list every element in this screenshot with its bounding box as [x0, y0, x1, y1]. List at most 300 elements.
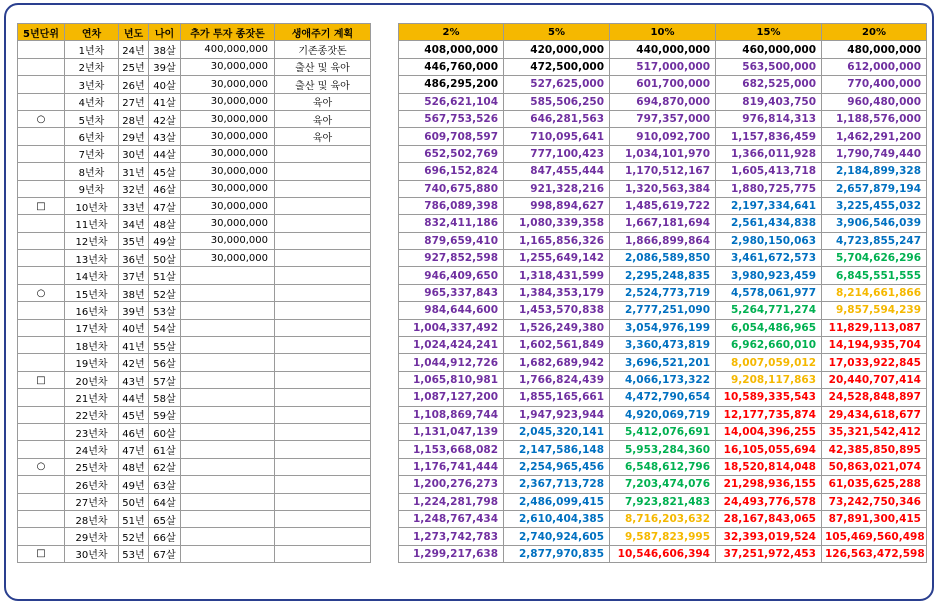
balance-cell-20pct[interactable]: 29,434,618,677 — [822, 406, 927, 423]
balance-cell-15pct[interactable]: 21,298,936,155 — [716, 476, 822, 493]
calendar-year-cell[interactable]: 36년 — [119, 250, 149, 267]
additional-investment-cell[interactable]: 30,000,000 — [181, 58, 275, 75]
balance-cell-10pct[interactable]: 910,092,700 — [610, 128, 716, 145]
life-plan-cell[interactable] — [275, 232, 371, 249]
year-count-cell[interactable]: 17년차 — [65, 319, 119, 336]
balance-cell-10pct[interactable]: 4,472,790,654 — [610, 389, 716, 406]
balance-cell-5pct[interactable]: 1,855,165,661 — [504, 389, 610, 406]
calendar-year-cell[interactable]: 53년 — [119, 545, 149, 562]
balance-cell-10pct[interactable]: 8,716,203,632 — [610, 510, 716, 527]
life-plan-cell[interactable]: 육아 — [275, 128, 371, 145]
balance-cell-2pct[interactable]: 1,176,741,444 — [399, 458, 504, 475]
balance-cell-2pct[interactable]: 832,411,186 — [399, 215, 504, 232]
header-calendar-year[interactable]: 년도 — [119, 24, 149, 41]
balance-cell-5pct[interactable]: 420,000,000 — [504, 41, 610, 58]
additional-investment-cell[interactable] — [181, 406, 275, 423]
balance-cell-2pct[interactable]: 408,000,000 — [399, 41, 504, 58]
additional-investment-cell[interactable]: 30,000,000 — [181, 76, 275, 93]
life-plan-cell[interactable] — [275, 215, 371, 232]
age-cell[interactable]: 38살 — [149, 41, 181, 58]
life-plan-cell[interactable] — [275, 302, 371, 319]
balance-cell-20pct[interactable]: 17,033,922,845 — [822, 354, 927, 371]
balance-cell-5pct[interactable]: 1,318,431,599 — [504, 267, 610, 284]
balance-cell-5pct[interactable]: 1,526,249,380 — [504, 319, 610, 336]
calendar-year-cell[interactable]: 25년 — [119, 58, 149, 75]
balance-cell-15pct[interactable]: 1,157,836,459 — [716, 128, 822, 145]
balance-cell-20pct[interactable]: 1,462,291,200 — [822, 128, 927, 145]
balance-cell-20pct[interactable]: 6,845,551,555 — [822, 267, 927, 284]
five-year-marker-cell[interactable]: ○ — [18, 110, 65, 127]
balance-cell-2pct[interactable]: 786,089,398 — [399, 197, 504, 214]
balance-cell-10pct[interactable]: 2,086,589,850 — [610, 250, 716, 267]
balance-cell-5pct[interactable]: 777,100,423 — [504, 145, 610, 162]
balance-cell-2pct[interactable]: 1,004,337,492 — [399, 319, 504, 336]
balance-cell-20pct[interactable]: 1,188,576,000 — [822, 110, 927, 127]
age-cell[interactable]: 67살 — [149, 545, 181, 562]
balance-cell-15pct[interactable]: 14,004,396,255 — [716, 423, 822, 440]
additional-investment-cell[interactable] — [181, 302, 275, 319]
age-cell[interactable]: 49살 — [149, 232, 181, 249]
balance-cell-5pct[interactable]: 1,453,570,838 — [504, 302, 610, 319]
balance-cell-15pct[interactable]: 682,525,000 — [716, 76, 822, 93]
additional-investment-cell[interactable]: 400,000,000 — [181, 41, 275, 58]
balance-cell-10pct[interactable]: 2,524,773,719 — [610, 284, 716, 301]
balance-cell-20pct[interactable]: 105,469,560,498 — [822, 528, 927, 545]
balance-cell-20pct[interactable]: 3,225,455,032 — [822, 197, 927, 214]
balance-cell-20pct[interactable]: 9,857,594,239 — [822, 302, 927, 319]
balance-cell-5pct[interactable]: 1,080,339,358 — [504, 215, 610, 232]
balance-cell-2pct[interactable]: 1,224,281,798 — [399, 493, 504, 510]
additional-investment-cell[interactable]: 30,000,000 — [181, 250, 275, 267]
balance-cell-2pct[interactable]: 1,087,127,200 — [399, 389, 504, 406]
calendar-year-cell[interactable]: 51년 — [119, 510, 149, 527]
balance-cell-20pct[interactable]: 770,400,000 — [822, 76, 927, 93]
year-count-cell[interactable]: 1년차 — [65, 41, 119, 58]
five-year-marker-cell[interactable] — [18, 145, 65, 162]
balance-cell-5pct[interactable]: 472,500,000 — [504, 58, 610, 75]
additional-investment-cell[interactable] — [181, 458, 275, 475]
balance-cell-2pct[interactable]: 652,502,769 — [399, 145, 504, 162]
calendar-year-cell[interactable]: 46년 — [119, 423, 149, 440]
additional-investment-cell[interactable] — [181, 528, 275, 545]
balance-cell-5pct[interactable]: 847,455,444 — [504, 163, 610, 180]
balance-cell-2pct[interactable]: 1,248,767,434 — [399, 510, 504, 527]
life-plan-cell[interactable] — [275, 180, 371, 197]
balance-cell-2pct[interactable]: 946,409,650 — [399, 267, 504, 284]
balance-cell-5pct[interactable]: 2,367,713,728 — [504, 476, 610, 493]
additional-investment-cell[interactable]: 30,000,000 — [181, 128, 275, 145]
balance-cell-5pct[interactable]: 1,602,561,849 — [504, 337, 610, 354]
balance-cell-5pct[interactable]: 2,610,404,385 — [504, 510, 610, 527]
five-year-marker-cell[interactable] — [18, 389, 65, 406]
balance-cell-20pct[interactable]: 3,906,546,039 — [822, 215, 927, 232]
balance-cell-5pct[interactable]: 585,506,250 — [504, 93, 610, 110]
additional-investment-cell[interactable] — [181, 319, 275, 336]
balance-cell-10pct[interactable]: 7,923,821,483 — [610, 493, 716, 510]
balance-cell-2pct[interactable]: 1,024,424,241 — [399, 337, 504, 354]
balance-cell-10pct[interactable]: 1,034,101,970 — [610, 145, 716, 162]
balance-cell-5pct[interactable]: 646,281,563 — [504, 110, 610, 127]
balance-cell-10pct[interactable]: 517,000,000 — [610, 58, 716, 75]
balance-cell-2pct[interactable]: 1,299,217,638 — [399, 545, 504, 562]
life-plan-cell[interactable]: 육아 — [275, 93, 371, 110]
calendar-year-cell[interactable]: 52년 — [119, 528, 149, 545]
year-count-cell[interactable]: 10년차 — [65, 197, 119, 214]
life-plan-cell[interactable] — [275, 423, 371, 440]
balance-cell-15pct[interactable]: 819,403,750 — [716, 93, 822, 110]
age-cell[interactable]: 48살 — [149, 215, 181, 232]
life-plan-cell[interactable] — [275, 441, 371, 458]
year-count-cell[interactable]: 25년차 — [65, 458, 119, 475]
calendar-year-cell[interactable]: 38년 — [119, 284, 149, 301]
age-cell[interactable]: 40살 — [149, 76, 181, 93]
balance-cell-5pct[interactable]: 1,255,649,142 — [504, 250, 610, 267]
balance-cell-2pct[interactable]: 1,200,276,273 — [399, 476, 504, 493]
age-cell[interactable]: 46살 — [149, 180, 181, 197]
age-cell[interactable]: 54살 — [149, 319, 181, 336]
five-year-marker-cell[interactable] — [18, 441, 65, 458]
age-cell[interactable]: 44살 — [149, 145, 181, 162]
year-count-cell[interactable]: 5년차 — [65, 110, 119, 127]
calendar-year-cell[interactable]: 26년 — [119, 76, 149, 93]
calendar-year-cell[interactable]: 35년 — [119, 232, 149, 249]
five-year-marker-cell[interactable] — [18, 423, 65, 440]
additional-investment-cell[interactable]: 30,000,000 — [181, 215, 275, 232]
header-rate-10pct[interactable]: 10% — [610, 24, 716, 41]
balance-cell-20pct[interactable]: 2,184,899,328 — [822, 163, 927, 180]
life-plan-cell[interactable] — [275, 354, 371, 371]
life-plan-cell[interactable] — [275, 528, 371, 545]
additional-investment-cell[interactable]: 30,000,000 — [181, 163, 275, 180]
calendar-year-cell[interactable]: 30년 — [119, 145, 149, 162]
balance-cell-10pct[interactable]: 3,696,521,201 — [610, 354, 716, 371]
year-count-cell[interactable]: 21년차 — [65, 389, 119, 406]
balance-cell-2pct[interactable]: 965,337,843 — [399, 284, 504, 301]
balance-cell-10pct[interactable]: 7,203,474,076 — [610, 476, 716, 493]
balance-cell-15pct[interactable]: 32,393,019,524 — [716, 528, 822, 545]
life-plan-cell[interactable]: 기존종잣돈 — [275, 41, 371, 58]
age-cell[interactable]: 66살 — [149, 528, 181, 545]
five-year-marker-cell[interactable] — [18, 58, 65, 75]
balance-cell-20pct[interactable]: 61,035,625,288 — [822, 476, 927, 493]
life-plan-cell[interactable] — [275, 163, 371, 180]
balance-cell-15pct[interactable]: 1,880,725,775 — [716, 180, 822, 197]
age-cell[interactable]: 43살 — [149, 128, 181, 145]
balance-cell-2pct[interactable]: 609,708,597 — [399, 128, 504, 145]
age-cell[interactable]: 61살 — [149, 441, 181, 458]
balance-cell-15pct[interactable]: 2,197,334,641 — [716, 197, 822, 214]
balance-cell-10pct[interactable]: 5,953,284,360 — [610, 441, 716, 458]
age-cell[interactable]: 57살 — [149, 371, 181, 388]
balance-cell-20pct[interactable]: 35,321,542,412 — [822, 423, 927, 440]
calendar-year-cell[interactable]: 37년 — [119, 267, 149, 284]
five-year-marker-cell[interactable] — [18, 215, 65, 232]
balance-cell-10pct[interactable]: 1,485,619,722 — [610, 197, 716, 214]
header-life-cycle-plan[interactable]: 생애주기 계획 — [275, 24, 371, 41]
balance-cell-2pct[interactable]: 740,675,880 — [399, 180, 504, 197]
additional-investment-cell[interactable]: 30,000,000 — [181, 232, 275, 249]
year-count-cell[interactable]: 3년차 — [65, 76, 119, 93]
year-count-cell[interactable]: 27년차 — [65, 493, 119, 510]
balance-cell-15pct[interactable]: 976,814,313 — [716, 110, 822, 127]
five-year-marker-cell[interactable]: ○ — [18, 284, 65, 301]
five-year-marker-cell[interactable] — [18, 406, 65, 423]
life-plan-cell[interactable] — [275, 510, 371, 527]
balance-cell-15pct[interactable]: 12,177,735,874 — [716, 406, 822, 423]
life-plan-cell[interactable]: 출산 및 육아 — [275, 76, 371, 93]
five-year-marker-cell[interactable]: □ — [18, 545, 65, 562]
balance-cell-5pct[interactable]: 710,095,641 — [504, 128, 610, 145]
five-year-marker-cell[interactable]: □ — [18, 197, 65, 214]
calendar-year-cell[interactable]: 42년 — [119, 354, 149, 371]
calendar-year-cell[interactable]: 45년 — [119, 406, 149, 423]
calendar-year-cell[interactable]: 49년 — [119, 476, 149, 493]
life-plan-cell[interactable] — [275, 371, 371, 388]
balance-cell-15pct[interactable]: 460,000,000 — [716, 41, 822, 58]
balance-cell-5pct[interactable]: 2,254,965,456 — [504, 458, 610, 475]
additional-investment-cell[interactable] — [181, 476, 275, 493]
balance-cell-5pct[interactable]: 1,165,856,326 — [504, 232, 610, 249]
five-year-marker-cell[interactable] — [18, 163, 65, 180]
header-year-count[interactable]: 연차 — [65, 24, 119, 41]
balance-cell-10pct[interactable]: 601,700,000 — [610, 76, 716, 93]
balance-cell-5pct[interactable]: 921,328,216 — [504, 180, 610, 197]
calendar-year-cell[interactable]: 32년 — [119, 180, 149, 197]
additional-investment-cell[interactable] — [181, 510, 275, 527]
balance-cell-5pct[interactable]: 1,682,689,942 — [504, 354, 610, 371]
balance-cell-5pct[interactable]: 527,625,000 — [504, 76, 610, 93]
additional-investment-cell[interactable] — [181, 337, 275, 354]
life-plan-cell[interactable] — [275, 389, 371, 406]
balance-cell-15pct[interactable]: 1,366,011,928 — [716, 145, 822, 162]
balance-cell-15pct[interactable]: 37,251,972,453 — [716, 545, 822, 562]
year-count-cell[interactable]: 28년차 — [65, 510, 119, 527]
balance-cell-10pct[interactable]: 6,548,612,796 — [610, 458, 716, 475]
balance-cell-20pct[interactable]: 960,480,000 — [822, 93, 927, 110]
additional-investment-cell[interactable] — [181, 423, 275, 440]
life-plan-cell[interactable] — [275, 145, 371, 162]
balance-cell-20pct[interactable]: 87,891,300,415 — [822, 510, 927, 527]
balance-cell-20pct[interactable]: 14,194,935,704 — [822, 337, 927, 354]
balance-cell-20pct[interactable]: 73,242,750,346 — [822, 493, 927, 510]
age-cell[interactable]: 55살 — [149, 337, 181, 354]
calendar-year-cell[interactable]: 29년 — [119, 128, 149, 145]
year-count-cell[interactable]: 24년차 — [65, 441, 119, 458]
age-cell[interactable]: 50살 — [149, 250, 181, 267]
five-year-marker-cell[interactable] — [18, 337, 65, 354]
calendar-year-cell[interactable]: 33년 — [119, 197, 149, 214]
five-year-marker-cell[interactable] — [18, 528, 65, 545]
additional-investment-cell[interactable] — [181, 441, 275, 458]
balance-cell-15pct[interactable]: 1,605,413,718 — [716, 163, 822, 180]
five-year-marker-cell[interactable] — [18, 493, 65, 510]
balance-cell-15pct[interactable]: 2,561,434,838 — [716, 215, 822, 232]
balance-cell-10pct[interactable]: 10,546,606,394 — [610, 545, 716, 562]
year-count-cell[interactable]: 23년차 — [65, 423, 119, 440]
balance-cell-5pct[interactable]: 2,045,320,141 — [504, 423, 610, 440]
age-cell[interactable]: 45살 — [149, 163, 181, 180]
age-cell[interactable]: 63살 — [149, 476, 181, 493]
calendar-year-cell[interactable]: 47년 — [119, 441, 149, 458]
balance-cell-2pct[interactable]: 1,153,668,082 — [399, 441, 504, 458]
age-cell[interactable]: 52살 — [149, 284, 181, 301]
balance-cell-2pct[interactable]: 927,852,598 — [399, 250, 504, 267]
balance-cell-15pct[interactable]: 2,980,150,063 — [716, 232, 822, 249]
life-plan-cell[interactable] — [275, 337, 371, 354]
header-age[interactable]: 나이 — [149, 24, 181, 41]
calendar-year-cell[interactable]: 40년 — [119, 319, 149, 336]
calendar-year-cell[interactable]: 48년 — [119, 458, 149, 475]
balance-cell-2pct[interactable]: 1,273,742,783 — [399, 528, 504, 545]
balance-cell-10pct[interactable]: 440,000,000 — [610, 41, 716, 58]
five-year-marker-cell[interactable] — [18, 128, 65, 145]
additional-investment-cell[interactable] — [181, 371, 275, 388]
balance-cell-10pct[interactable]: 9,587,823,995 — [610, 528, 716, 545]
calendar-year-cell[interactable]: 27년 — [119, 93, 149, 110]
balance-cell-20pct[interactable]: 4,723,855,247 — [822, 232, 927, 249]
balance-cell-15pct[interactable]: 4,578,061,977 — [716, 284, 822, 301]
balance-cell-15pct[interactable]: 8,007,059,012 — [716, 354, 822, 371]
year-count-cell[interactable]: 14년차 — [65, 267, 119, 284]
balance-cell-2pct[interactable]: 1,065,810,981 — [399, 371, 504, 388]
balance-cell-2pct[interactable]: 526,621,104 — [399, 93, 504, 110]
age-cell[interactable]: 59살 — [149, 406, 181, 423]
additional-investment-cell[interactable]: 30,000,000 — [181, 197, 275, 214]
balance-cell-20pct[interactable]: 42,385,850,895 — [822, 441, 927, 458]
year-count-cell[interactable]: 11년차 — [65, 215, 119, 232]
age-cell[interactable]: 58살 — [149, 389, 181, 406]
balance-cell-10pct[interactable]: 1,170,512,167 — [610, 163, 716, 180]
balance-cell-20pct[interactable]: 1,790,749,440 — [822, 145, 927, 162]
year-count-cell[interactable]: 13년차 — [65, 250, 119, 267]
header-rate-20pct[interactable]: 20% — [822, 24, 927, 41]
balance-cell-15pct[interactable]: 5,264,771,274 — [716, 302, 822, 319]
year-count-cell[interactable]: 19년차 — [65, 354, 119, 371]
balance-cell-2pct[interactable]: 696,152,824 — [399, 163, 504, 180]
header-rate-15pct[interactable]: 15% — [716, 24, 822, 41]
balance-cell-5pct[interactable]: 2,740,924,605 — [504, 528, 610, 545]
balance-cell-5pct[interactable]: 1,766,824,439 — [504, 371, 610, 388]
balance-cell-10pct[interactable]: 1,667,181,694 — [610, 215, 716, 232]
year-count-cell[interactable]: 4년차 — [65, 93, 119, 110]
additional-investment-cell[interactable] — [181, 267, 275, 284]
balance-cell-20pct[interactable]: 8,214,661,866 — [822, 284, 927, 301]
life-plan-cell[interactable] — [275, 493, 371, 510]
age-cell[interactable]: 56살 — [149, 354, 181, 371]
year-count-cell[interactable]: 20년차 — [65, 371, 119, 388]
balance-cell-5pct[interactable]: 1,384,353,179 — [504, 284, 610, 301]
balance-cell-2pct[interactable]: 984,644,600 — [399, 302, 504, 319]
year-count-cell[interactable]: 26년차 — [65, 476, 119, 493]
five-year-marker-cell[interactable] — [18, 354, 65, 371]
balance-cell-10pct[interactable]: 2,295,248,835 — [610, 267, 716, 284]
year-count-cell[interactable]: 22년차 — [65, 406, 119, 423]
balance-cell-15pct[interactable]: 563,500,000 — [716, 58, 822, 75]
life-plan-cell[interactable] — [275, 545, 371, 562]
balance-cell-5pct[interactable]: 2,147,586,148 — [504, 441, 610, 458]
balance-cell-10pct[interactable]: 2,777,251,090 — [610, 302, 716, 319]
balance-cell-15pct[interactable]: 24,493,776,578 — [716, 493, 822, 510]
balance-cell-15pct[interactable]: 9,208,117,863 — [716, 371, 822, 388]
year-count-cell[interactable]: 18년차 — [65, 337, 119, 354]
year-count-cell[interactable]: 15년차 — [65, 284, 119, 301]
balance-cell-10pct[interactable]: 797,357,000 — [610, 110, 716, 127]
balance-cell-2pct[interactable]: 486,295,200 — [399, 76, 504, 93]
five-year-marker-cell[interactable]: □ — [18, 371, 65, 388]
balance-cell-15pct[interactable]: 18,520,814,048 — [716, 458, 822, 475]
life-plan-cell[interactable] — [275, 476, 371, 493]
additional-investment-cell[interactable] — [181, 493, 275, 510]
balance-cell-10pct[interactable]: 1,320,563,384 — [610, 180, 716, 197]
five-year-marker-cell[interactable]: ○ — [18, 458, 65, 475]
life-plan-cell[interactable] — [275, 319, 371, 336]
life-plan-cell[interactable] — [275, 284, 371, 301]
balance-cell-20pct[interactable]: 24,528,848,897 — [822, 389, 927, 406]
balance-cell-2pct[interactable]: 446,760,000 — [399, 58, 504, 75]
balance-cell-10pct[interactable]: 3,054,976,199 — [610, 319, 716, 336]
age-cell[interactable]: 41살 — [149, 93, 181, 110]
life-plan-cell[interactable] — [275, 267, 371, 284]
balance-cell-2pct[interactable]: 1,131,047,139 — [399, 423, 504, 440]
life-plan-cell[interactable] — [275, 406, 371, 423]
header-5year-unit[interactable]: 5년단위 — [18, 24, 65, 41]
five-year-marker-cell[interactable] — [18, 319, 65, 336]
life-plan-cell[interactable] — [275, 458, 371, 475]
additional-investment-cell[interactable]: 30,000,000 — [181, 145, 275, 162]
additional-investment-cell[interactable] — [181, 284, 275, 301]
balance-cell-15pct[interactable]: 28,167,843,065 — [716, 510, 822, 527]
balance-cell-20pct[interactable]: 20,440,707,414 — [822, 371, 927, 388]
age-cell[interactable]: 53살 — [149, 302, 181, 319]
balance-cell-20pct[interactable]: 5,704,626,296 — [822, 250, 927, 267]
five-year-marker-cell[interactable] — [18, 476, 65, 493]
life-plan-cell[interactable] — [275, 250, 371, 267]
five-year-marker-cell[interactable] — [18, 93, 65, 110]
age-cell[interactable]: 62살 — [149, 458, 181, 475]
balance-cell-10pct[interactable]: 4,066,173,322 — [610, 371, 716, 388]
balance-cell-20pct[interactable]: 480,000,000 — [822, 41, 927, 58]
age-cell[interactable]: 64살 — [149, 493, 181, 510]
balance-cell-2pct[interactable]: 879,659,410 — [399, 232, 504, 249]
year-count-cell[interactable]: 12년차 — [65, 232, 119, 249]
header-rate-5pct[interactable]: 5% — [504, 24, 610, 41]
balance-cell-20pct[interactable]: 126,563,472,598 — [822, 545, 927, 562]
calendar-year-cell[interactable]: 28년 — [119, 110, 149, 127]
balance-cell-10pct[interactable]: 4,920,069,719 — [610, 406, 716, 423]
additional-investment-cell[interactable]: 30,000,000 — [181, 110, 275, 127]
balance-cell-15pct[interactable]: 10,589,335,543 — [716, 389, 822, 406]
calendar-year-cell[interactable]: 43년 — [119, 371, 149, 388]
life-plan-cell[interactable]: 육아 — [275, 110, 371, 127]
balance-cell-15pct[interactable]: 3,461,672,573 — [716, 250, 822, 267]
five-year-marker-cell[interactable] — [18, 180, 65, 197]
calendar-year-cell[interactable]: 34년 — [119, 215, 149, 232]
calendar-year-cell[interactable]: 31년 — [119, 163, 149, 180]
life-plan-cell[interactable]: 출산 및 육아 — [275, 58, 371, 75]
age-cell[interactable]: 42살 — [149, 110, 181, 127]
balance-cell-2pct[interactable]: 567,753,526 — [399, 110, 504, 127]
additional-investment-cell[interactable]: 30,000,000 — [181, 180, 275, 197]
age-cell[interactable]: 65살 — [149, 510, 181, 527]
year-count-cell[interactable]: 9년차 — [65, 180, 119, 197]
calendar-year-cell[interactable]: 39년 — [119, 302, 149, 319]
year-count-cell[interactable]: 16년차 — [65, 302, 119, 319]
five-year-marker-cell[interactable] — [18, 250, 65, 267]
calendar-year-cell[interactable]: 24년 — [119, 41, 149, 58]
balance-cell-15pct[interactable]: 6,962,660,010 — [716, 337, 822, 354]
year-count-cell[interactable]: 29년차 — [65, 528, 119, 545]
balance-cell-5pct[interactable]: 2,486,099,415 — [504, 493, 610, 510]
